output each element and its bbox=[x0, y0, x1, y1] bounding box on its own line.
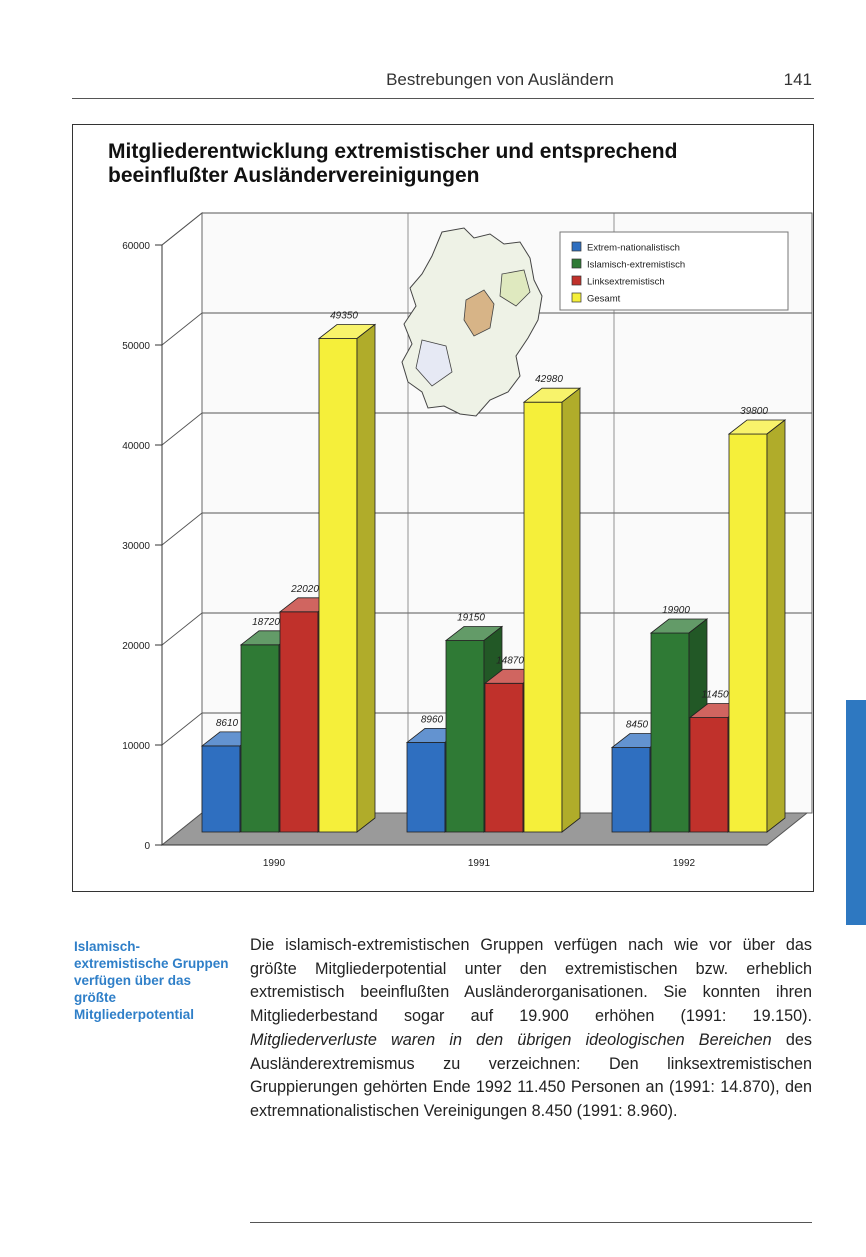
bar-front bbox=[407, 742, 445, 832]
data-label: 8960 bbox=[420, 714, 444, 726]
y-tick-label: 50000 bbox=[122, 341, 150, 352]
legend-swatch bbox=[572, 259, 581, 268]
data-label: 14870 bbox=[496, 655, 524, 667]
legend-label: Linksextremistisch bbox=[587, 276, 665, 288]
y-tick-label: 40000 bbox=[122, 441, 150, 452]
legend-label: Gesamt bbox=[587, 293, 621, 305]
y-tick-label: 10000 bbox=[122, 741, 150, 752]
margin-note: Islamisch-extremistische Gruppen verfügen über das größte Mitgliederpotential bbox=[74, 939, 229, 1022]
bar-chart bbox=[72, 124, 814, 892]
body-text-part-2-italic: Mitgliederverluste waren in den übrigen ideologischen Bereichen bbox=[250, 1030, 772, 1049]
legend-label: Islamisch-extremistisch bbox=[587, 259, 686, 271]
bar-front bbox=[319, 339, 357, 833]
bar-front bbox=[241, 645, 279, 832]
bar-front bbox=[280, 612, 318, 832]
y-tick-label: 30000 bbox=[122, 541, 150, 552]
data-label: 19900 bbox=[662, 605, 690, 616]
data-label: 18720 bbox=[252, 616, 280, 628]
x-category-label: 1992 bbox=[672, 858, 696, 869]
data-label: 49350 bbox=[330, 310, 358, 322]
body-text-part-3: des Ausländerextremismus zu verzeichnen: Den linksextremistischen Gruppierungen gehörten Ende 1992 11.450 Personen an (1991: 14.870), den extremnationalistischen Vereinigungen 8.450 (1991: 8.960). bbox=[250, 1030, 812, 1120]
bar-front bbox=[729, 434, 767, 832]
chart-title: Mitgliederentwicklung extremistischer und entsprechend beeinflußter Ausländervereinigungen bbox=[108, 140, 678, 187]
data-label: 22020 bbox=[291, 583, 319, 595]
bar-front bbox=[202, 746, 240, 832]
bar-front bbox=[690, 718, 728, 833]
bar-side bbox=[562, 388, 580, 832]
bar-side bbox=[767, 420, 785, 832]
footer-rule bbox=[250, 1222, 812, 1223]
x-category-label: 1991 bbox=[467, 858, 491, 869]
legend-swatch bbox=[572, 242, 581, 251]
legend bbox=[560, 232, 788, 310]
y-tick-label: 0 bbox=[144, 841, 150, 852]
data-label: 8610 bbox=[215, 717, 239, 729]
legend-swatch bbox=[572, 276, 581, 285]
bar-side bbox=[357, 325, 375, 833]
legend-label: Extrem-nationalistisch bbox=[587, 242, 680, 254]
data-label: 42980 bbox=[535, 374, 563, 386]
y-tick-label: 20000 bbox=[122, 641, 150, 652]
bar-front bbox=[446, 641, 484, 833]
y-tick-label: 60000 bbox=[122, 241, 150, 252]
data-label: 39800 bbox=[740, 406, 768, 417]
page-header-title: Bestrebungen von Ausländern bbox=[386, 70, 614, 89]
bar-front bbox=[485, 683, 523, 832]
body-paragraph bbox=[250, 934, 812, 1124]
section-side-tab bbox=[846, 700, 866, 925]
body-text-part-1: Die islamisch-extremistischen Gruppen verfügen nach wie vor über das größte Mitgliederpotential unter den extremistischen bzw. erheblich extremistisch beeinflußten Ausländerorganisationen. Sie konnten ihren Mitgliederbestand sogar auf 19.900 erhöhen (1991: 19.150). bbox=[250, 936, 812, 1026]
page-number: 141 bbox=[783, 70, 812, 89]
header-rule bbox=[72, 98, 814, 99]
bar-front bbox=[524, 402, 562, 832]
bar-front bbox=[612, 748, 650, 833]
data-label: 8450 bbox=[625, 719, 649, 731]
legend-swatch bbox=[572, 293, 581, 302]
data-label: 11450 bbox=[701, 689, 729, 701]
x-category-label: 1990 bbox=[262, 858, 286, 869]
data-label: 19150 bbox=[457, 612, 485, 624]
bar-front bbox=[651, 633, 689, 832]
